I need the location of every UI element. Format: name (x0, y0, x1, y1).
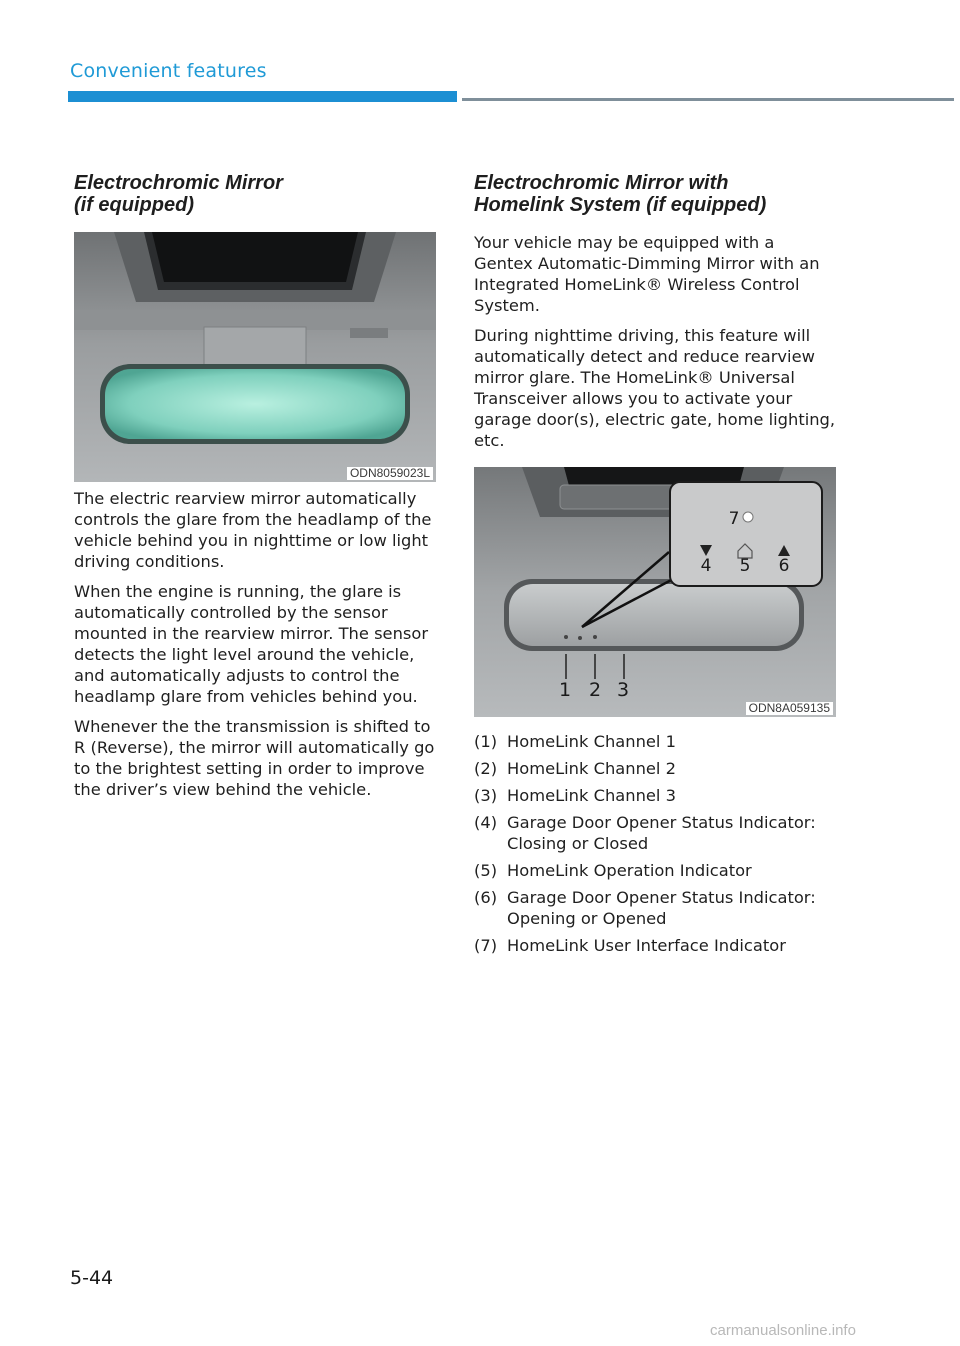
mirror-figure (74, 232, 436, 482)
callout-3: 3 (616, 679, 630, 701)
left-paragraph: When the engine is running, the glare is automatically controlled by the sensor mounted in the rearview mirror. The sensor detects the light level around the vehicle, and automatically adjusts to control the headlamp glare from vehicles behind you. (74, 582, 429, 706)
right-paragraph: Your vehicle may be equipped with a Gentex Automatic-Dimming Mirror with an Integrated HomeLink® Wireless Control System. (474, 233, 820, 315)
figure-code: ODN8059023L (347, 467, 433, 480)
legend-item (474, 860, 838, 881)
figure-code: ODN8A059135 (746, 702, 833, 715)
homelink-illustration (474, 467, 836, 717)
legend-number: (2) (474, 759, 498, 778)
mirror-illustration (74, 232, 436, 482)
callout-6: 6 (778, 556, 790, 576)
legend-text: HomeLink User Interface Indicator (507, 936, 786, 955)
legend-number: (5) (474, 861, 498, 880)
callout-5: 5 (739, 556, 751, 576)
callout-4: 4 (700, 556, 712, 576)
right-heading-line2: Homelink System (if equipped) (474, 194, 767, 216)
left-paragraph: The electric rearview mirror automatically controls the glare from the headlamp of the vehicle behind you in nighttime or low light driving conditions. (74, 489, 432, 571)
left-heading (74, 172, 438, 216)
homelink-figure (474, 467, 836, 717)
callout-2: 2 (588, 679, 602, 701)
right-paragraph: During nighttime driving, this feature will automatically detect and reduce rearview mirror glare. The HomeLink® Universal Transceiver allows you to activate your garage door(s), electric gate, home lighting, etc. (474, 326, 836, 450)
right-heading-line1: Electrochromic Mirror with (474, 172, 729, 194)
legend-number: (3) (474, 786, 498, 805)
right-column (474, 172, 838, 962)
legend-number: (4) (474, 813, 498, 832)
callout-legend (474, 731, 838, 956)
section-title: Convenient features (70, 60, 267, 82)
header-rule (462, 98, 954, 101)
user-interface-indicator-icon (743, 512, 753, 522)
header-accent-bar (68, 91, 457, 102)
legend-number: (7) (474, 936, 498, 955)
page-number: 5-44 (70, 1267, 114, 1289)
right-heading (474, 172, 838, 216)
legend-item (474, 935, 838, 956)
legend-item (474, 785, 838, 806)
left-paragraph: Whenever the the transmission is shifted to R (Reverse), the mirror will automatically go to the brightest setting in order to improve the driver’s view behind the vehicle. (74, 717, 435, 799)
legend-text: HomeLink Channel 2 (507, 759, 676, 778)
legend-text: Garage Door Opener Status Indicator: Closing or Closed (507, 813, 816, 853)
watermark: carmanualsonline.info (710, 1322, 856, 1339)
legend-text: HomeLink Channel 1 (507, 732, 676, 751)
left-heading-line1: Electrochromic Mirror (74, 172, 283, 194)
legend-text: HomeLink Operation Indicator (507, 861, 752, 880)
callout-1: 1 (558, 679, 572, 701)
legend-item (474, 731, 838, 752)
left-column (74, 172, 438, 809)
legend-text: Garage Door Opener Status Indicator: Opening or Opened (507, 888, 816, 928)
legend-text: HomeLink Channel 3 (507, 786, 676, 805)
legend-item (474, 887, 838, 929)
legend-number: (1) (474, 732, 498, 751)
left-heading-line2: (if equipped) (74, 194, 194, 216)
legend-number: (6) (474, 888, 498, 907)
callout-7: 7 (728, 509, 740, 529)
legend-item (474, 812, 838, 854)
legend-item (474, 758, 838, 779)
